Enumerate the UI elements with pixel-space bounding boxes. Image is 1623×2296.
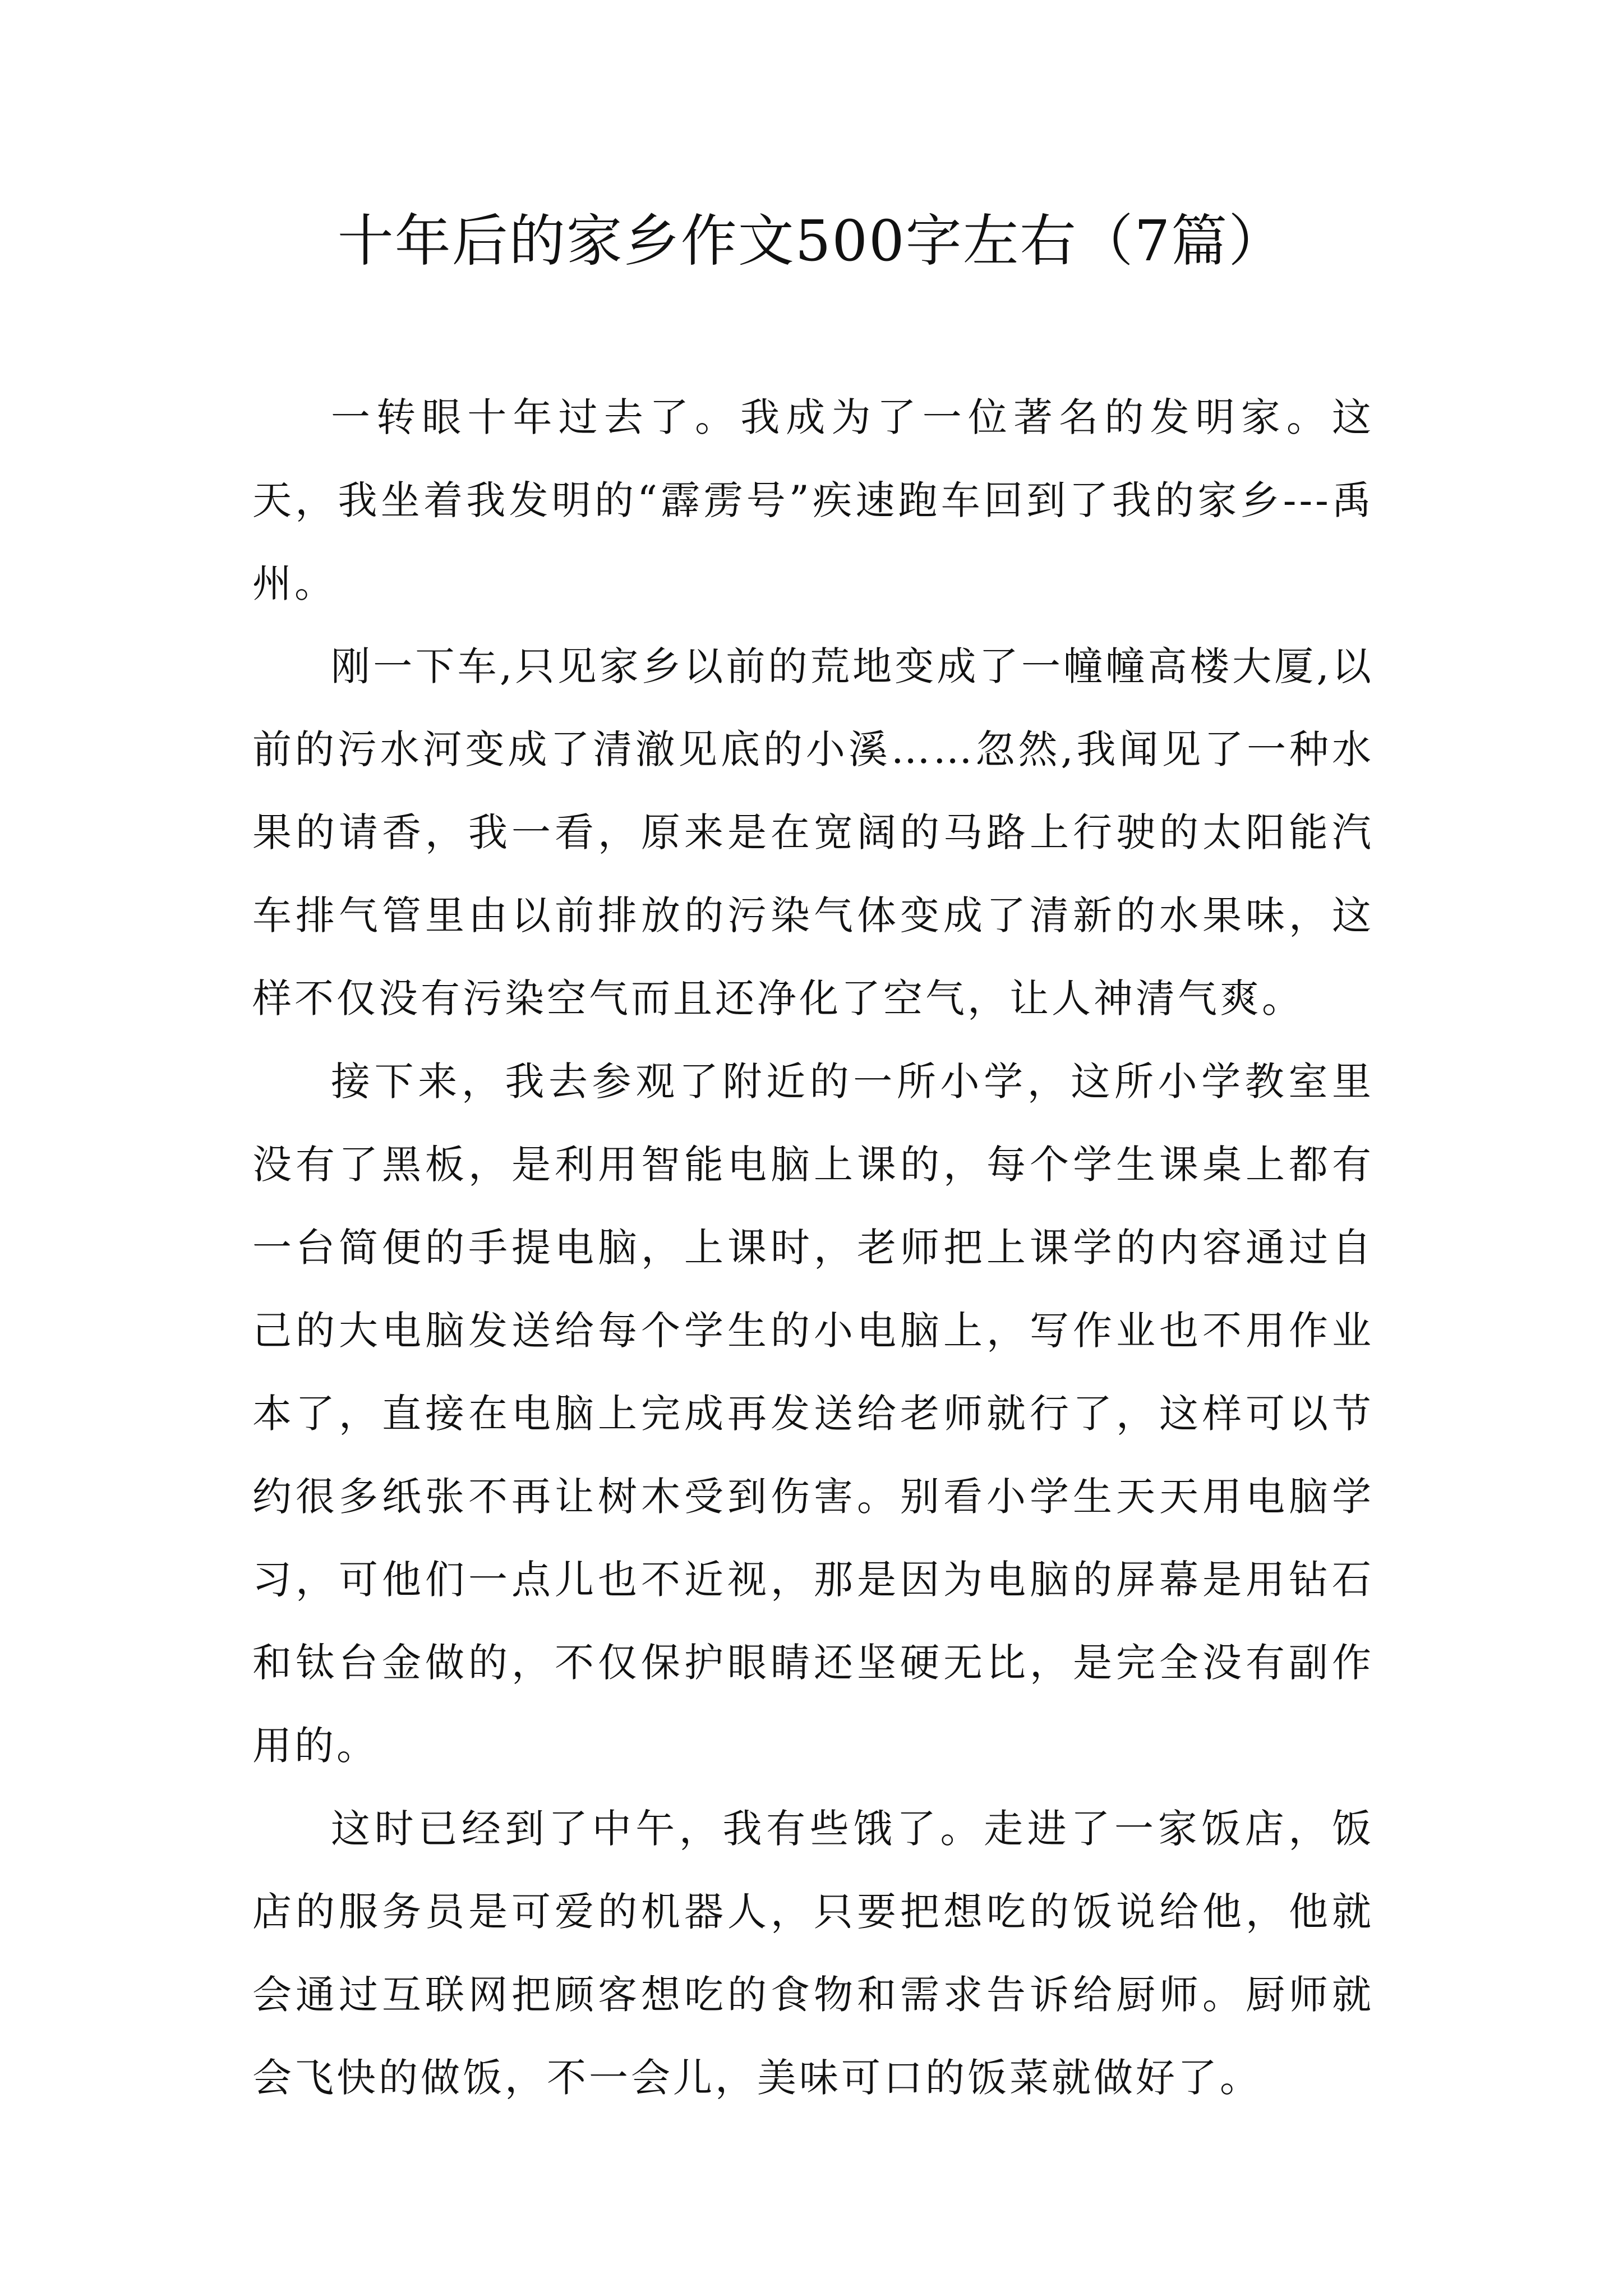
paragraph-3: 接下来，我去参观了附近的一所小学，这所小学教室里没有了黑板，是利用智能电脑上课的，每个学生课桌上都有一台简便的手提电脑，上课时，老师把上课学的内容通过自己的大电脑发送给每个学生的小电脑上，写作业也不用作业本了，直接在电脑上完成再发送给老师就行了，这样可以节约很多纸张不再让树木受到伤害。别看小学生天天用电脑学习，可他们一点儿也不近视，那是因为电脑的屏幕是用钻石和钛台金做的，不仅保护眼睛还坚硬无比，是完全没有副作用的。 — [252, 1059, 1374, 1769]
document-body — [252, 376, 1374, 2119]
paragraph-1: 一转眼十年过去了。我成为了一位著名的发明家。这天，我坐着我发明的“霹雳号”疾速跑车回到了我的家乡---禹州。 — [252, 394, 1374, 606]
document-title: 十年后的家乡作文500字左右（7篇） — [337, 208, 1286, 274]
paragraph-2: 刚一下车,只见家乡以前的荒地变成了一幢幢高楼大厦,以前的污水河变成了清澈见底的小溪……忽然,我闻见了一种水果的请香，我一看，原来是在宽阔的马路上行驶的太阳能汽车排气管里由以前排放的污染气体变成了清新的水果味，这样不仅没有污染空气而且还净化了空气，让人神清气爽。 — [252, 643, 1374, 1022]
paragraph-4: 这时已经到了中午，我有些饿了。走进了一家饭店，饭店的服务员是可爱的机器人，只要把想吃的饭说给他，他就会通过互联网把顾客想吃的食物和需求告诉给厨师。厨师就会飞快的做饭，不一会儿，美味可口的饭菜就做好了。 — [252, 1806, 1374, 2101]
